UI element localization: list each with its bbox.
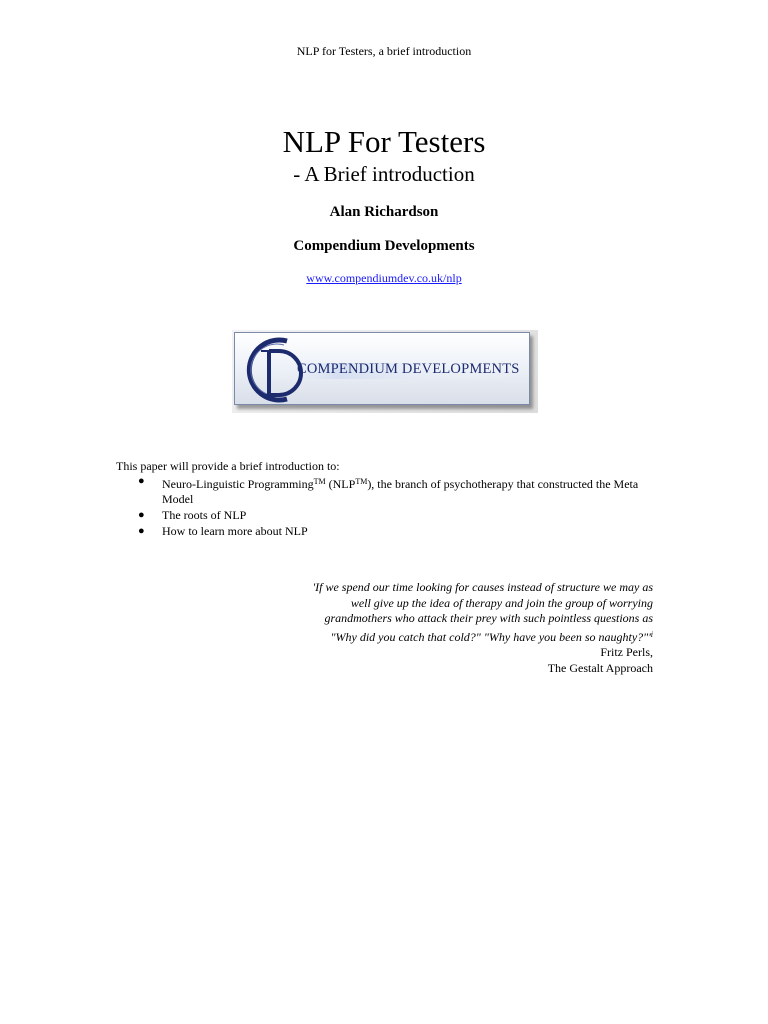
document-subtitle: - A Brief introduction [293, 162, 475, 186]
quote-line: "Why did you catch that cold?" "Why have you been so naughty?"' [330, 629, 651, 644]
website-link-wrap [0, 271, 768, 286]
list-item [116, 474, 656, 507]
list-item [116, 524, 656, 539]
quote-line: well give up the idea of therapy and join the group of worrying [350, 595, 653, 610]
list-item [116, 508, 656, 523]
logo-banner [234, 332, 530, 405]
logo-wordmark: COMPENDIUM DEVELOPMENTS [297, 361, 520, 377]
intro-text: This paper will provide a brief introduction to: [116, 459, 340, 473]
trademark-mark: TM [355, 477, 368, 486]
website-link[interactable]: www.compendiumdev.co.uk/nlp [306, 271, 462, 285]
list-item-text-part: ), the branch of psychotherapy that constructed the Meta Model [162, 477, 639, 506]
list-item-text-part: Neuro-Linguistic Programming [162, 477, 314, 491]
trademark-mark: TM [313, 477, 326, 486]
quote-attribution-source: The Gestalt Approach [547, 660, 653, 675]
bullet-icon: ● [138, 509, 145, 521]
quote-line: 'If we spend our time looking for causes instead of structure we may as [312, 580, 653, 594]
topic-list [116, 474, 656, 539]
footnote-mark[interactable]: i [650, 629, 653, 639]
quote-line-last [253, 627, 653, 646]
document-title: NLP For Testers [282, 124, 486, 159]
running-header: NLP for Testers, a brief introduction [296, 44, 472, 58]
bullet-icon: ● [138, 475, 145, 487]
author-name: Alan Richardson [329, 204, 439, 220]
company-name: Compendium Developments [293, 238, 475, 254]
bullet-icon: ● [138, 525, 145, 537]
quote-line: grandmothers who attack their prey with such pointless questions as [324, 611, 653, 625]
list-item-text: The roots of NLP [162, 508, 247, 522]
list-item-text: How to learn more about NLP [162, 524, 308, 538]
company-logo [232, 330, 538, 413]
epigraph-quote [253, 580, 653, 676]
quote-attribution-name: Fritz Perls, [600, 645, 653, 659]
list-item-text-part: (NLP [325, 477, 356, 491]
